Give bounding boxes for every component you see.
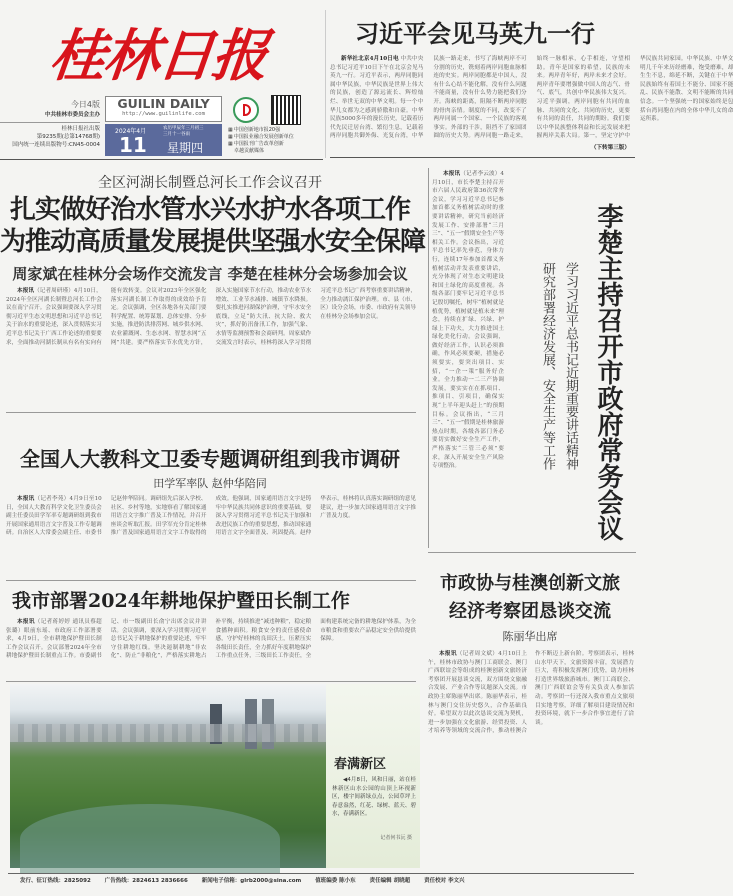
xi-article-body <box>330 55 733 141</box>
duty-editor: 值班编委 陈小东 <box>315 878 356 884</box>
edition-count: 今日4版 <box>70 100 100 109</box>
photo-caption-box <box>326 684 420 868</box>
cn-number: 国内统一连续出版物号:CN45-0004 <box>12 142 100 148</box>
cppcc-headline-line-2: 经济考察团恳谈交流 <box>449 601 611 622</box>
lichu-body-text: （记者李云波）4月10日，市长李楚主持召开市六届人民政府第36次常务会议，学习习近平总书记参加首都义务植树活动时的重要讲话精神，研究当前经济发展工作、安排部署“三月三”、“五一”假期安全生产等相关工作。会议指出，习近平总书记率先垂范，身体力行，连续17年参加首都义务植树活动并发表重要讲话，充分体现了对生态文明建设和国土绿化的高度重视。各级各部门要牢记习近平总书记殷切嘱托，树牢“植树就是植优势，植树就是植未来”理念，持续在扩绿、兴绿、护绿上下功夫，大力推进国土绿化美化行动。会议强调，做好经济工作，认识必须准确，作风必须要硬，措施必须要实，要突出项目、实招，“一企一策”服务好企业。全力推动一二三产协调发展，要实实在在抓项目、推项目、引项目，确保实现“上半年迎头赶上”的预期目标。会议指出，“三月三”、“五一”假期是桂林旅游热点时期，各级各部门务必要切实做好安全生产工作，严格落实“三管三必须”要求，深入开展安全生产风险专项整治。 <box>432 171 504 470</box>
photo-credit: 记者何书沅 摄 <box>380 835 412 841</box>
award-item: ▦ 中国创新地市报20强 <box>228 127 323 134</box>
lunar-date <box>163 126 204 138</box>
website-url[interactable]: http://www.guilinlife.com <box>122 111 205 117</box>
weekday: 星期四 <box>167 141 204 155</box>
cppcc-headline <box>420 570 640 626</box>
water-dateline: 本报讯 <box>17 288 35 294</box>
cppcc-body-text: （记者周文斌）4月10日上午，桂林市政协与澳门工商联会、澳门广西联谊会等组成的桂澳创新文旅经济考察团开展恳谈交流，双方围绕文旅融合发展、产业合作等议题深入交流。市政协主席陈丽华出席。陈丽华表示，桂林与澳门交往历史悠久，合作基础良好。希望双方以此次恳谈交流为契机，进一步加强在文化旅游、经贸投资、人才培养等领域的交流合作，推动桂澳合作不断迈上新台阶。考察团表示，桂林山水甲天下，文旅资源丰富，发展潜力巨大，将积极发挥澳门优势，助力桂林打造世界级旅游城市。澳门工商联会、澳门广西联谊会等有关负责人参加活动。考察团一行还深入我市重点文旅项目实地考察，详细了解项目建设情况和投资环境，就下一步合作事宜进行了洽谈。 <box>428 651 634 735</box>
lichu-dateline: 本报讯 <box>443 171 461 177</box>
xi-dateline: 新华社北京4月10日电 <box>341 56 399 62</box>
cppcc-dateline: 本报讯 <box>439 651 457 657</box>
proofreader: 责任校对 李文兴 <box>424 878 465 884</box>
sponsor: 中共桂林市委员会主办 <box>44 112 100 118</box>
photo-caption <box>332 776 416 819</box>
date-box <box>105 124 222 156</box>
photo-caption-text: 4月8日，风和日丽，站在桂林新区山水公园的山顶上环视新区，楼宇间新绿点点，公园草坪上春意盎然，红花、绿树、蓝天、碧水，春满新区。 <box>332 777 416 817</box>
farm-article-body <box>6 618 416 676</box>
awards-list <box>228 127 323 155</box>
english-name: GUILIN DAILY <box>117 96 210 111</box>
english-title-box <box>105 96 222 122</box>
water-kicker: 全区河湖长制暨总河长工作会议召开 <box>98 175 322 191</box>
xi-headline: 习近平会见马英九一行 <box>355 20 595 48</box>
masthead-left-info <box>0 99 100 149</box>
cppcc-article-body <box>428 650 634 868</box>
lichu-subheadline-1: 学习习近平总书记近期重要讲话精神 <box>563 262 578 470</box>
lunar-line-2: 三月十一谷雨 <box>163 132 190 137</box>
date-day: 11 <box>119 133 147 157</box>
xi-continued-note: （下转第三版） <box>590 145 630 151</box>
water-article-body <box>6 287 416 407</box>
lichu-article-body <box>432 170 504 545</box>
award-item: ▦ 中国报业融合发展创新单位 <box>228 134 323 141</box>
water-headline <box>0 194 426 258</box>
water-headline-line-2: 为推动高质量发展提供坚强水安全保障 <box>0 227 426 257</box>
lunar-line-1: 农历甲辰年三月初三 <box>163 126 204 131</box>
award-item: ▦ 中国报刊广告改革创新 <box>228 141 323 148</box>
qr-code-icon[interactable] <box>272 96 300 124</box>
water-subheadline: 周家斌在桂林分会场作交流发言 李楚在桂林分会场参加会议 <box>12 265 408 283</box>
npc-article-body <box>6 495 416 575</box>
photo-title: 春满新区 <box>334 757 387 772</box>
responsible-editor: 责任编辑 胡晓超 <box>369 878 411 884</box>
new-district-photo <box>10 684 326 868</box>
water-headline-line-1: 扎实做好治水管水兴水护水各项工作 <box>9 195 410 225</box>
footer-bar <box>20 876 630 884</box>
publisher: 桂林日报社出版 <box>61 126 100 132</box>
npc-body-text: （记者李苑）4月9日至10日，全国人大教育科学文化卫生委员会副主任委员田学军率专题调研组到我市开展国家通用语言文字普及工作专题调研。自治区人大常委会副主任、市委书记赵仲华陪同。调研组先后深入学校、社区、乡村等地，实地察看了解国家通用语言文字推广普及工作情况，并召开座谈会听取汇报。田学军充分肯定桂林推广普及国家通用语言文字工作取得的成效。他强调，国家通用语言文字是铸牢中华民族共同体意识的重要基础，要深入学习贯彻习近平总书记关于加强和改进民族工作的重要思想，推动国家通用语言文字全面普及、巩固提高。赵仲华表示，桂林将认真落实调研组的意见建议，进一步加大国家通用语言文字推广普及力度。 <box>6 496 416 537</box>
farm-body-text: （记者蒋婷婷 通讯员蔡超 张璐）眼前东瑶、市政府工作部署要求，4月9日，全市耕地保护暨田长制工作会议召开。会议部署2024年全市耕地保护暨田长制重点工作。市委副书记、市一级副田长俞宁出席会议并讲话。会议强调，要深入学习贯彻习近平总书记关于耕地保护的重要论述，牢牢守住耕地红线。坚决遏制耕地“非农化”、防止“非粮化”，严格落实耕地占补平衡，持续推进“减违种粮”，稳定粮食播种面积。粮食安全的责任感使命感，守护好桂林的良田沃土，压紧压实各级田长责任，全力抓好年度耕地保护工作重点任务，三级田长工作责任，全面构建系统完备的耕地保护体系，为全市粮食和重要农产品稳定安全供给提供保障。 <box>6 619 416 660</box>
npc-headline: 全国人大教科文卫委专题调研组到我市调研 <box>20 447 400 471</box>
xi-body-text: 中共中央总书记习近平10日下午在北京会见马英九一行。习近平表示，两岸同胞同属中华民族，中华民族是世界上伟大的民族，创造了源远流长、辉煌灿烂、举世无双的中华文明。每一个中华儿女都为之感到骄傲和自豪。中华民族5000多年的漫长历史，记载着历代先民迁居台湾、繁衍生息，记载着两岸同胞共御外侮、光复台湾，中华民族一路走来，书写了海峡两岸不可分割的历史，镌刻着两岸同胞血脉相连的史实。两岸同胞都是中国人，没有什么心结不能化解，没有什么问题不能商量，没有什么势力能把我们分开。海峡的距离，阻隔不断两岸同胞的骨肉亲情。制度的不同，改变不了两岸同属一个国家、一个民族的客观事实。外部的干涉，阻挡不了家国团圆的历史大势。两岸同胞一路走来，始终一脉相承，心手相连，守望相助。青年是国家的希望，民族的未来。两岸青年好，两岸未来才会好。两岸青年要增强做中国人的志气、骨气、底气，共创中华民族伟大复兴。习近平强调，两岸同胞有共同的血脉、共同的文化、共同的历史，更要有共同的责任，共同的期盼。我们要以中华民族整体利益和长远发展来把握两岸关系大局。第一，坚定守护中华民族共同家园。中华民族、中华文明几千年来历经磨难，饱受磨难，却生生不息，绵延不断，关键在于中华民族始终有着国土不能分、国家不能乱、民族不能散、文明不能断的共同信念。一个坚强统一的国家始终是包括台湾同胞在内的全体中华儿女的命运所系。 <box>330 56 733 140</box>
farm-dateline: 本报讯 <box>17 619 35 625</box>
issue-number: 第9235期(总第14768期) <box>36 134 100 140</box>
subscription-hotline: 发行、征订热线：2825092 <box>20 878 91 884</box>
farm-headline: 我市部署2024年耕地保护暨田长制工作 <box>12 590 350 612</box>
water-body-text: （记者周研瑾）4月10日，2024年全区河湖长制暨总河长工作会议在南宁召开。会议强调要深入学习贯彻习近平生态文明思想和习近平总书记关于治水的重要论述，深入贯彻落实习近平总书记关于广西工作论述的重要要求，全面推动河湖长制从有名有实向有能有效转变。会议对2023年全区强化落实河湖长制工作取得的成效给予肯定。会议强调，全区各地各有关部门要科学配置、统筹谋划、总体安排、分步实施，推进防洪排涝网、城乡供水网、农业灌溉网、生态水网、智慧水网“五网”共建。要严格落实节水优先方针，深入实施国家节水行动，推动农业节水增效、工业节水减排、城镇节水降损。要扎实推进河湖保护治理，守牢水安全底线，立足“防大汛、抗大险、救大灾”，抓好防汛备汛工作，加强气象、水情等监测预警和会商研判。周家斌作交流发言时表示，桂林将深入学习贯彻习近平总书记广西考察重要讲话精神，全力推动漓江保护治理。市、县（市、区）设分会场，市委、市政府有关领导在桂林分会场参加会议。 <box>6 288 416 346</box>
award-item: 卓越贡献媒体 <box>234 148 265 154</box>
cppcc-subheadline: 陈丽华出席 <box>502 630 558 643</box>
date-year-month: 2024年4月 <box>115 128 147 135</box>
ad-hotline: 广告热线：2824613 2836666 <box>104 878 188 884</box>
caption-marker-icon: ◀ <box>343 777 348 783</box>
news-email[interactable]: 新闻电子信箱：glrb2000@sina.com <box>201 878 302 884</box>
npc-dateline: 本报讯 <box>17 496 35 502</box>
masthead-divider <box>0 122 100 123</box>
npc-subheadline: 田学军率队 赵仲华陪同 <box>153 477 267 490</box>
lichu-headline: 李楚主持召开市政府常务会议 <box>593 203 623 541</box>
anniversary-badge-icon <box>233 97 259 123</box>
cppcc-headline-line-1: 市政协与桂澳创新文旅 <box>440 573 620 594</box>
newspaper-logo: 桂林日报 <box>46 23 270 89</box>
lichu-subheadline-2: 研究部署经济发展、安全生产等工作 <box>540 262 555 470</box>
